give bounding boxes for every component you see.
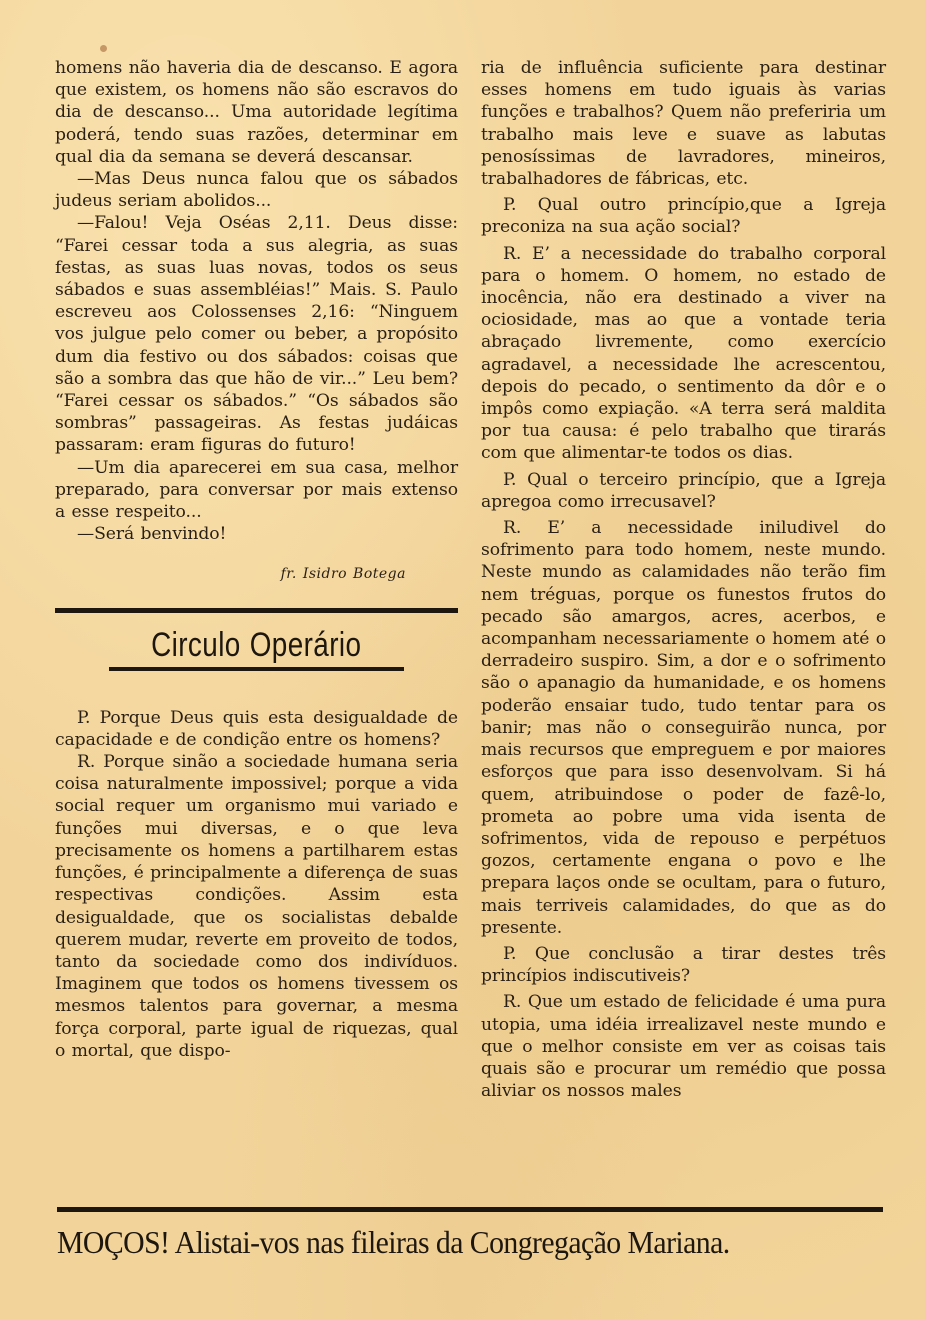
question-paragraph: P. Qual o terceiro princípio, que a Igreja apregoa como irrecusavel? [481, 469, 886, 512]
section-body [55, 707, 458, 1062]
question-paragraph: P. Qual outro princípio,que a Igreja preconiza na sua ação social? [481, 195, 886, 238]
answer-paragraph: R. E’ a necessidade iniludivel do sofrimento para todo homem, neste mundo. Neste mundo as calamidades não terão fim nem tréguas, porque os funestos frutos do pecado são amargos, acres, acerbos, e acompanham necessariamente o homem até o derradeiro suspiro. Sim, a dor e o sofrimento são o apanagio da humanidade, e os homens poderão ensaiar tudo, tudo tentar para os banir; mas não o conseguirão nunca, por mais recursos que empreguem e por maiores esforços que para isso desenvolvam. Si há quem, atribuindose o poder de fazê-lo, prometa ao pobre uma vida isenta de sofrimentos, vida de repouso e perpétuos gozos, certamente engana o povo e lhe prepara laços onde se ocultam, para o futuro, mais terriveis calamidades, do que as do presente. [481, 518, 886, 938]
paragraph: —Será benvindo! [77, 524, 227, 545]
ink-stain [100, 45, 107, 52]
section-heading [55, 625, 458, 671]
question-paragraph: P. Que conclusão a tirar destes três princípios indiscutiveis? [481, 943, 886, 987]
right-column [481, 57, 886, 1102]
paragraph: homens não haveria dia de descanso. E agora que existem, os homens não são escravos do dia de descanso... Uma autoridade legítima poderá, tendo suas razões, determinar em qual dia da semana se deverá descansar. [55, 58, 458, 167]
answer-paragraph: R. Porque sinão a sociedade humana seria coisa naturalmente impossivel; porque a vida social requer um organismo mui variado e funções mui diversas, e o que leva precisamente os homens a partilharem estas funções, é principalmente a diferença de suas respectivas condições. Assim esta desigualdade, que os socialistas debalde querem mudar, reverte em proveito de todos, tanto da sociedade como dos indivíduos. Imaginem que todos os homens tivessem os mesmos talentos para governar, a mesma força corporal, parte igual de riquezas, qual o mortal, que dispo- [55, 752, 458, 1061]
footer-divider [57, 1207, 883, 1212]
section-title: Circulo Operário [151, 625, 362, 664]
title-underline [109, 667, 404, 671]
section-divider [55, 608, 458, 613]
paragraph: —Falou! Veja Oséas 2,11. Deus disse: “Farei cessar toda a sus alegria, as suas festas, as suas luas novas, todos os seus sábados e suas assembléias!” Mais. S. Paulo escreveu aos Colossenses 2,16: “Ninguem vos julgue pelo comer ou beber, a propósito dum dia festivo ou dos sábados: coisas que são a sombra das que hão de vir...” Leu bem? “Farei cessar os sábados.” “Os sábados são sombras” passageiras. As festas judáicas passaram: eram figuras do futuro! [55, 213, 458, 456]
paragraph: ria de influência suficiente para destinar esses homens em tudo iguais às varias funções e trabalhos? Quem não preferiria um trabalho mais leve e suave as labutas penosíssimas de lavradores, mineiros, trabalhadores de fábricas, etc. [481, 58, 886, 190]
left-column [55, 57, 458, 1062]
answer-paragraph: R. E’ a necessidade do trabalho corporal para o homem. O homem, no estado de inocência, não era destinado a viver na ociosidade, mas ao que a vontade teria abraçado livremente, como exercício agradavel, a necessidade lhe acrescentou, depois do pecado, o sentimento da dôr e o impôs como expiação. «A terra será maldita por tua causa: é pelo trabalho que tirarás com que alimentar-te todos os dias. [481, 243, 886, 464]
answer-paragraph: R. Que um estado de felicidade é uma pura utopia, uma idéia irrealizavel neste mundo e que o melhor consiste em ver as coisas tais quais são e procurar um remédio que possa aliviar os nossos males [481, 992, 886, 1102]
paragraph: —Mas Deus nunca falou que os sábados judeus seriam abolidos... [55, 169, 458, 212]
question-paragraph: P. Porque Deus quis esta desigualdade de capacidade e de condição entre os homens? [55, 707, 458, 750]
author-signature: fr. Isidro Botega [280, 566, 406, 583]
paragraph: —Um dia aparecerei em sua casa, melhor preparado, para conversar por mais extenso a esse respeito... [55, 457, 458, 523]
footer-banner: MOÇOS! Alistai-vos nas fileiras da Congregação Mariana. [57, 1224, 730, 1260]
